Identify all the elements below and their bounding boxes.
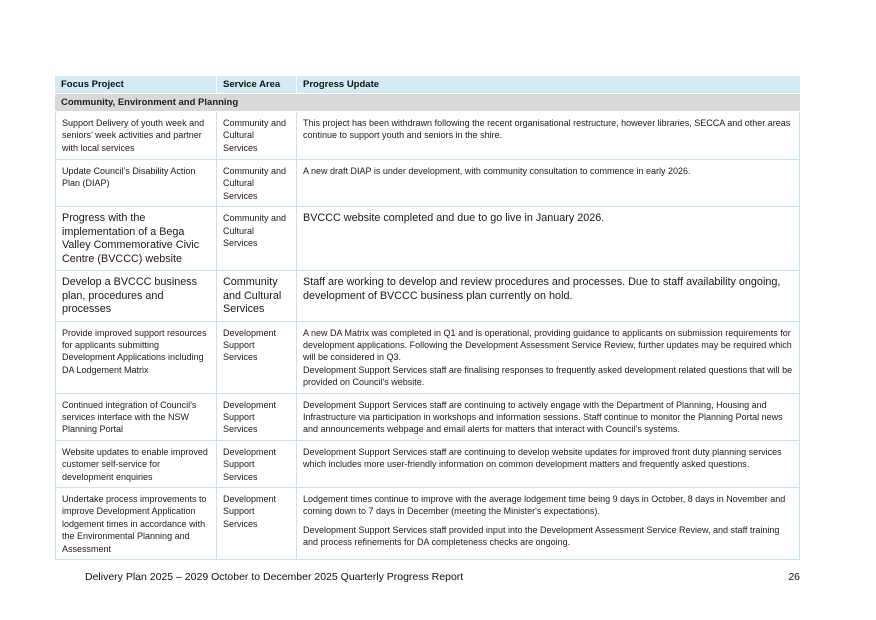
section-title: Community, Environment and Planning — [55, 94, 800, 112]
service-area-cell: Community and Cultural Services — [217, 207, 297, 271]
focus-project-cell: Provide improved support resources for applicants submitting Development Applications including DA Lodgement Matrix — [55, 322, 217, 394]
header-progress-update: Progress Update — [297, 76, 800, 94]
page-footer — [55, 571, 800, 583]
table-body — [55, 112, 800, 560]
focus-project-cell: Update Council’s Disability Action Plan (DIAP) — [55, 160, 217, 207]
progress-update-paragraph: This project has been withdrawn following the recent organisational restructure, however libraries, SECCA and other areas continue to support youth and seniors in the shire. — [303, 118, 791, 141]
progress-update-paragraph: A new DA Matrix was completed in Q1 and is operational, providing guidance to applicants on submission requirements for development applications. Following the Development Assessment Service Review, further updates may be required which will be considered in Q3. — [303, 327, 792, 363]
table-header-row — [55, 76, 800, 94]
progress-update-cell — [297, 441, 800, 488]
progress-update-paragraph: Development Support Services staff are continuing to develop website updates for improved front duty planning services which includes more user-friendly information on common development matters and frequently asked questions. — [303, 446, 782, 470]
progress-update-cell — [297, 488, 800, 560]
progress-update-cell — [297, 394, 800, 441]
header-focus-project: Focus Project — [55, 76, 217, 94]
footer-text: Delivery Plan 2025 – 2029 October to December 2025 Quarterly Progress Report — [85, 571, 464, 583]
focus-project-cell: Undertake process improvements to improve Development Application lodgement times in accordance with the Environmental Planning and Assessment — [55, 488, 217, 560]
progress-update-cell — [297, 112, 800, 160]
progress-update-cell — [297, 322, 800, 394]
service-area-cell: Community and Cultural Services — [217, 271, 297, 321]
service-area-cell: Development Support Services — [217, 488, 297, 560]
table-row — [55, 322, 800, 394]
progress-update-paragraph: Lodgement times continue to improve with the average lodgement time being 9 days in October, 8 days in November and coming down to 7 days in December (meeting the Minister's expectations). — [303, 494, 786, 517]
progress-update-paragraph: BVCCC website completed and due to go live in January 2026. — [303, 212, 605, 225]
table-row — [55, 394, 800, 441]
table-row — [55, 441, 800, 488]
focus-project-cell: Support Delivery of youth week and seniors’ week activities and partner with local services — [55, 112, 217, 160]
service-area-cell: Development Support Services — [217, 441, 297, 488]
service-area-cell: Community and Cultural Services — [217, 112, 297, 160]
progress-report-table — [55, 76, 800, 560]
progress-update-paragraph: A new draft DIAP is under development, with community consultation to commence in early 2026. — [303, 166, 691, 176]
progress-update-cell — [297, 160, 800, 207]
section-row — [55, 94, 800, 112]
table-row — [55, 488, 800, 560]
header-service-area: Service Area — [217, 76, 297, 94]
service-area-cell: Development Support Services — [217, 394, 297, 441]
page-number: 26 — [788, 571, 800, 583]
focus-project-cell: Website updates to enable improved customer self-service for development enquiries — [55, 441, 217, 488]
focus-project-cell: Develop a BVCCC business plan, procedures and processes — [55, 271, 217, 321]
progress-update-paragraph: Staff are working to develop and review procedures and processes. Due to staff availability ongoing, development of BVCCC business plan currently on hold. — [303, 276, 781, 302]
table-row — [55, 271, 800, 321]
table-row — [55, 207, 800, 271]
progress-update-paragraph: Development Support Services staff are finalising responses to frequently asked development related questions that will be provided on Council's website. — [303, 364, 793, 388]
service-area-cell: Development Support Services — [217, 322, 297, 394]
focus-project-cell: Continued integration of Council’s services interface with the NSW Planning Portal — [55, 394, 217, 441]
table-row — [55, 160, 800, 207]
service-area-cell: Community and Cultural Services — [217, 160, 297, 207]
table-row — [55, 112, 800, 160]
progress-update-paragraph: Development Support Services staff are continuing to actively engage with the Department of Planning, Housing and Infrastructure via participation in workshops and information sessions. Staff continue to monitor the Planning Portal news and announcements webpage and email alerts for matters that interact with Council's systems. — [303, 399, 783, 435]
progress-update-cell — [297, 207, 800, 271]
progress-update-paragraph: Development Support Services staff provided input into the Development Assessment Service Review, and staff training and process refinements for DA completeness checks are ongoing. — [303, 524, 780, 548]
progress-update-cell — [297, 271, 800, 321]
focus-project-cell: Progress with the implementation of a Bega Valley Commemorative Civic Centre (BVCCC) website — [55, 207, 217, 271]
